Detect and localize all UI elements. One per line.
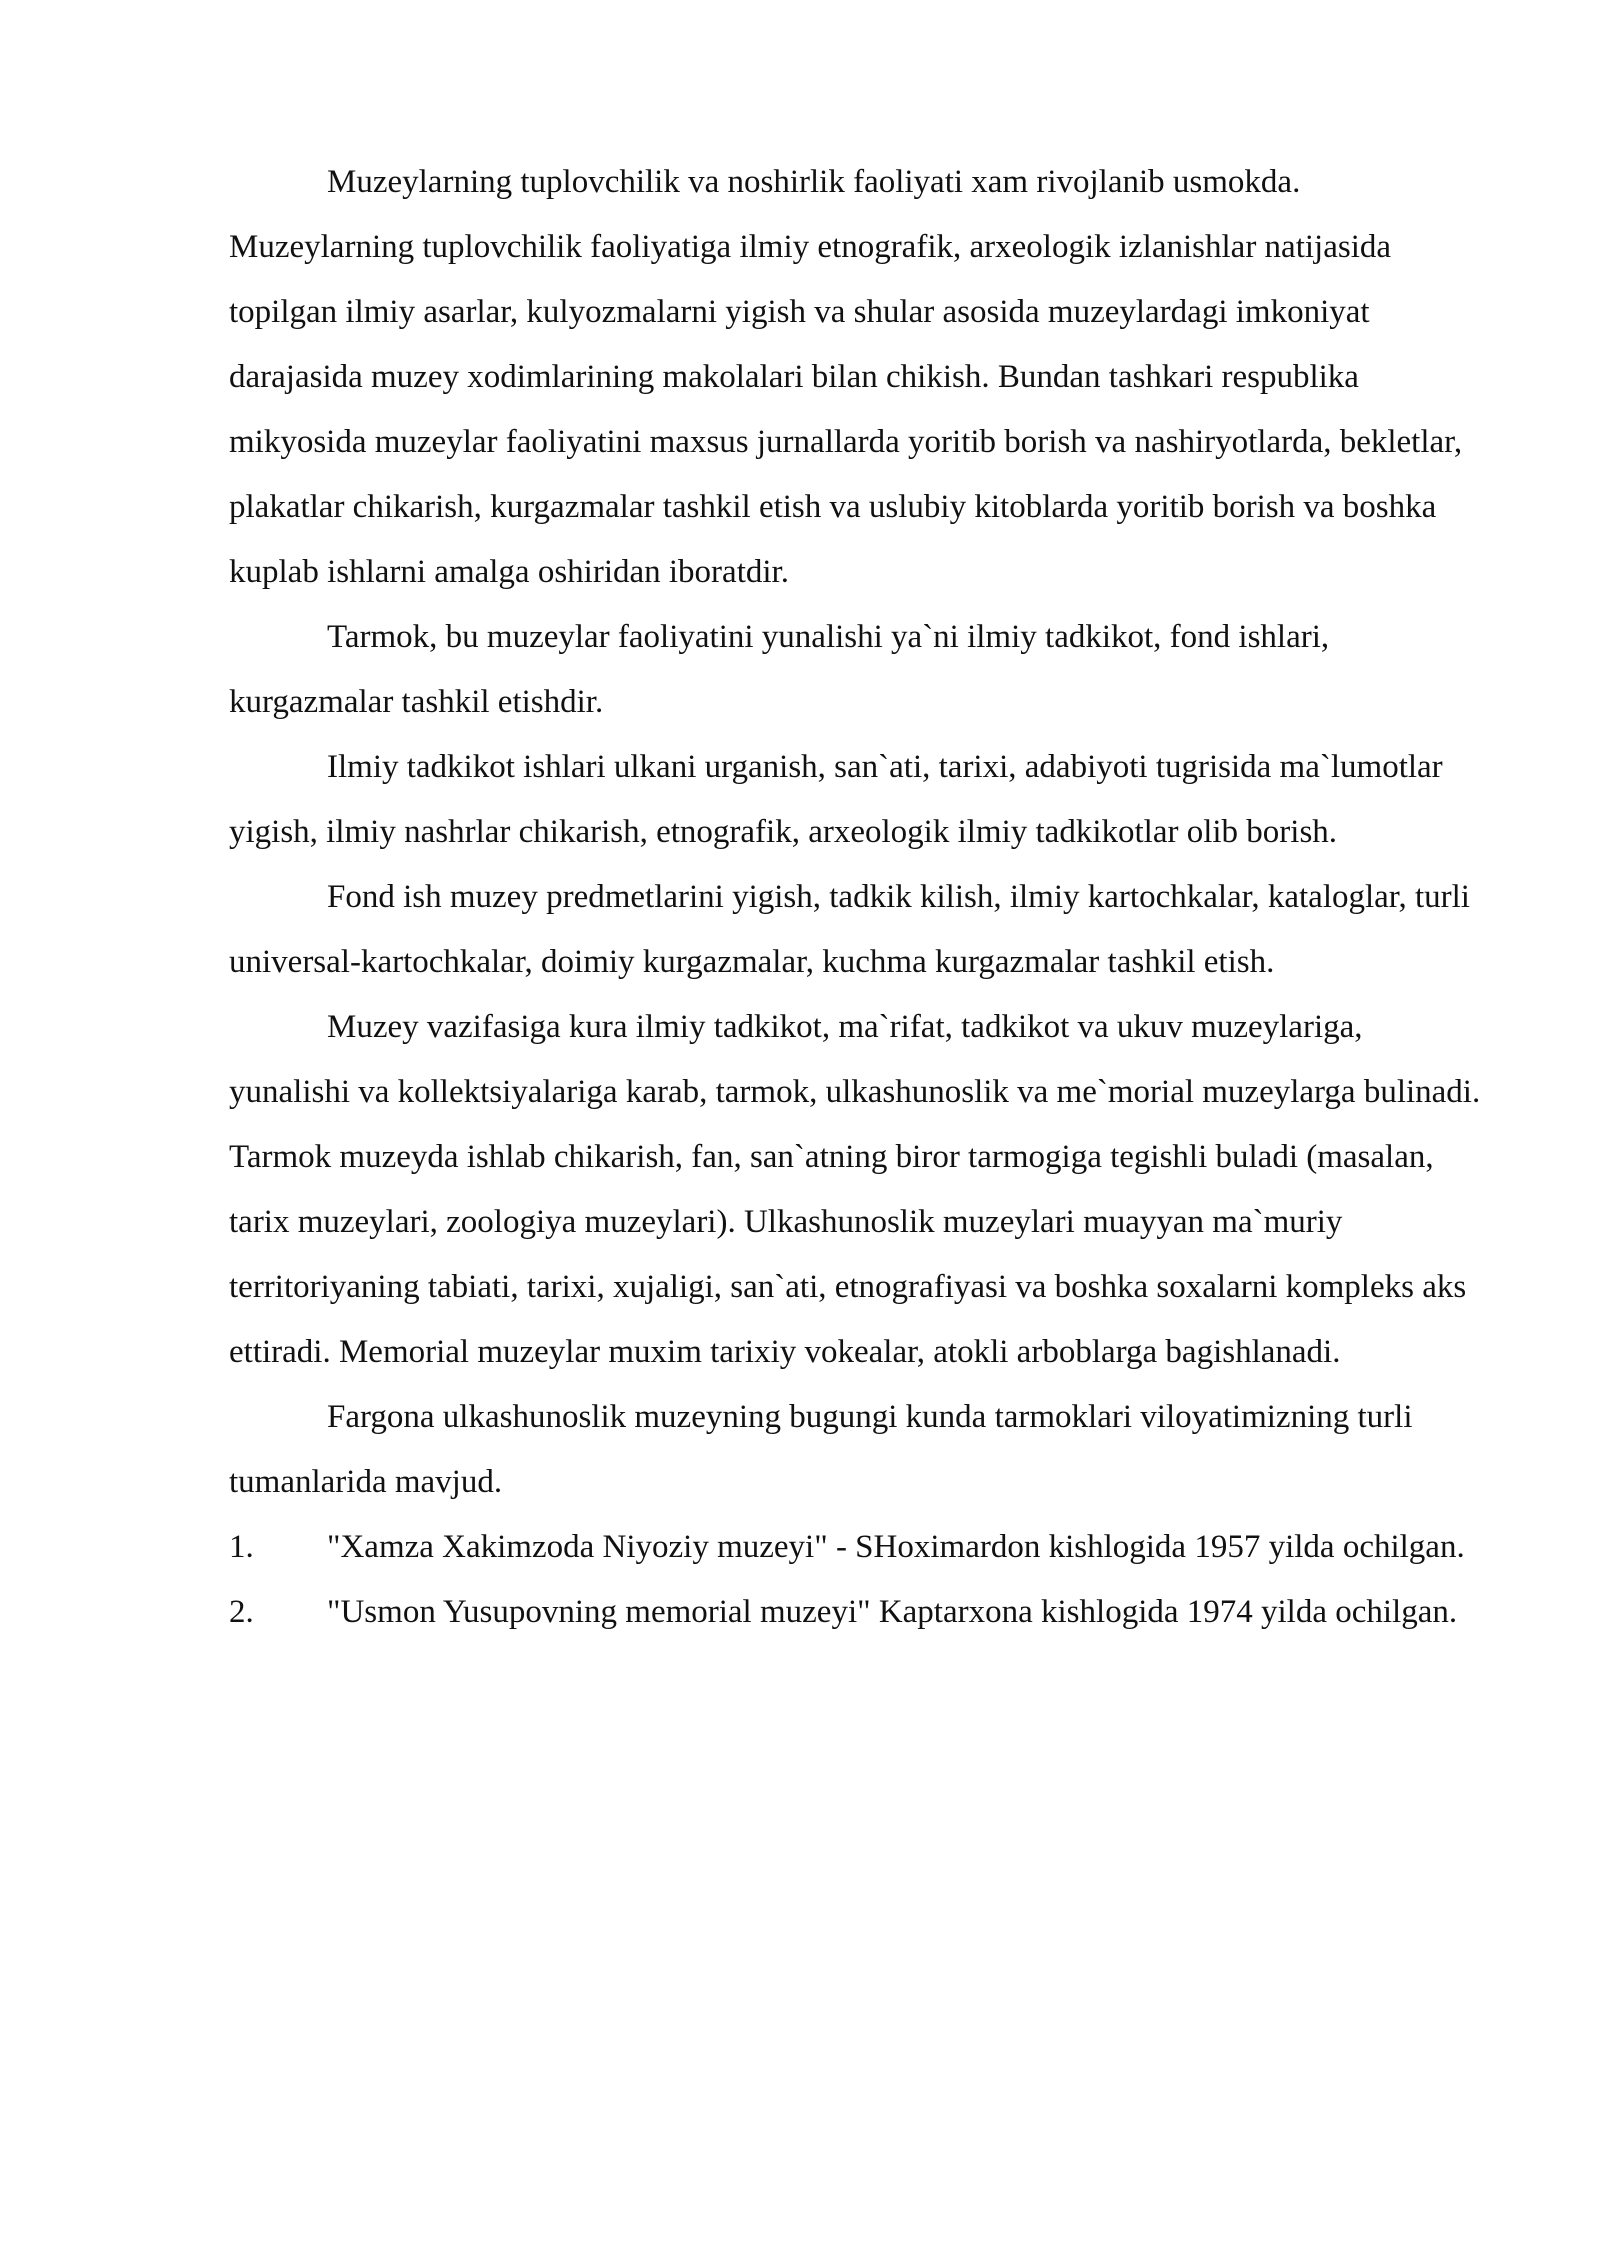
list-item xyxy=(229,1515,1491,1580)
paragraph-fund-work: Fond ish muzey predmetlarini yigish, tadkik kilish, ilmiy kartochkalar, kataloglar, turli universal-kartochkalar, doimiy kurgazmalar, kuchma kurgazmalar tashkil etish. xyxy=(229,879,1470,980)
list-item-number: 1. xyxy=(229,1529,254,1565)
list-item xyxy=(229,1580,1491,1645)
list-item-number: 2. xyxy=(229,1594,254,1630)
document-body xyxy=(229,150,1491,1645)
paragraph-branch-definition: Tarmok, bu muzeylar faoliyatini yunalishi ya`ni ilmiy tadkikot, fond ishlari, kurgazmalar tashkil etishdir. xyxy=(229,619,1330,720)
paragraph-museum-types: Muzey vazifasiga kura ilmiy tadkikot, ma`rifat, tadkikot va ukuv muzeylariga, yunalishi va kollektsiyalariga karab, tarmok, ulkashunoslik va me`morial muzeylarga bulinadi. Tarmok muzeyda ishlab chikarish, fan, san`atning biror tarmogiga tegishli buladi (masalan, tarix muzeylari, zoologiya muzeylari). Ulkashunoslik muzeylari muayyan ma`muriy territoriyaning tabiati, tarixi, xujaligi, san`ati, etnografiyasi va boshka soxalarni kompleks aks ettiradi. Memorial muzeylar muxim tarixiy vokealar, atokli arboblarga bagishlanadi. xyxy=(229,1009,1481,1370)
list-item-text: "Usmon Yusupovning memorial muzeyi" Kaptarxona kishlogida 1974 yilda ochilgan. xyxy=(327,1594,1458,1630)
paragraph-collecting-publishing: Muzeylarning tuplovchilik va noshirlik faoliyati xam rivojlanib usmokda. Muzeylarning tuplovchilik faoliyatiga ilmiy etnografik, arxeologik izlanishlar natijasida topilgan ilmiy asarlar, kulyozmalarni yigish va shular asosida muzeylardagi imkoniyat darajasida muzey xodimlarining makolalari bilan chikish. Bundan tashkari respublika mikyosida muzeylar faoliyatini maxsus jurnallarda yoritib borish va nashiryotlarda, bekletlar, plakatlar chikarish, kurgazmalar tashkil etish va uslubiy kitoblarda yoritib borish va boshka kuplab ishlarni amalga oshiridan iboratdir. xyxy=(229,164,1463,590)
paragraph-scientific-research: Ilmiy tadkikot ishlari ulkani urganish, san`ati, tarixi, adabiyoti tugrisida ma`lumotlar yigish, ilmiy nashrlar chikarish, etnografik, arxeologik ilmiy tadkikotlar olib borish. xyxy=(229,749,1443,850)
paragraph-fergana-branches: Fargona ulkashunoslik muzeyning bugungi kunda tarmoklari viloyatimizning turli tumanlarida mavjud. xyxy=(229,1399,1413,1500)
list-item-text: "Xamza Xakimzoda Niyoziy muzeyi" - SHoximardon kishlogida 1957 yilda ochilgan. xyxy=(327,1529,1465,1565)
